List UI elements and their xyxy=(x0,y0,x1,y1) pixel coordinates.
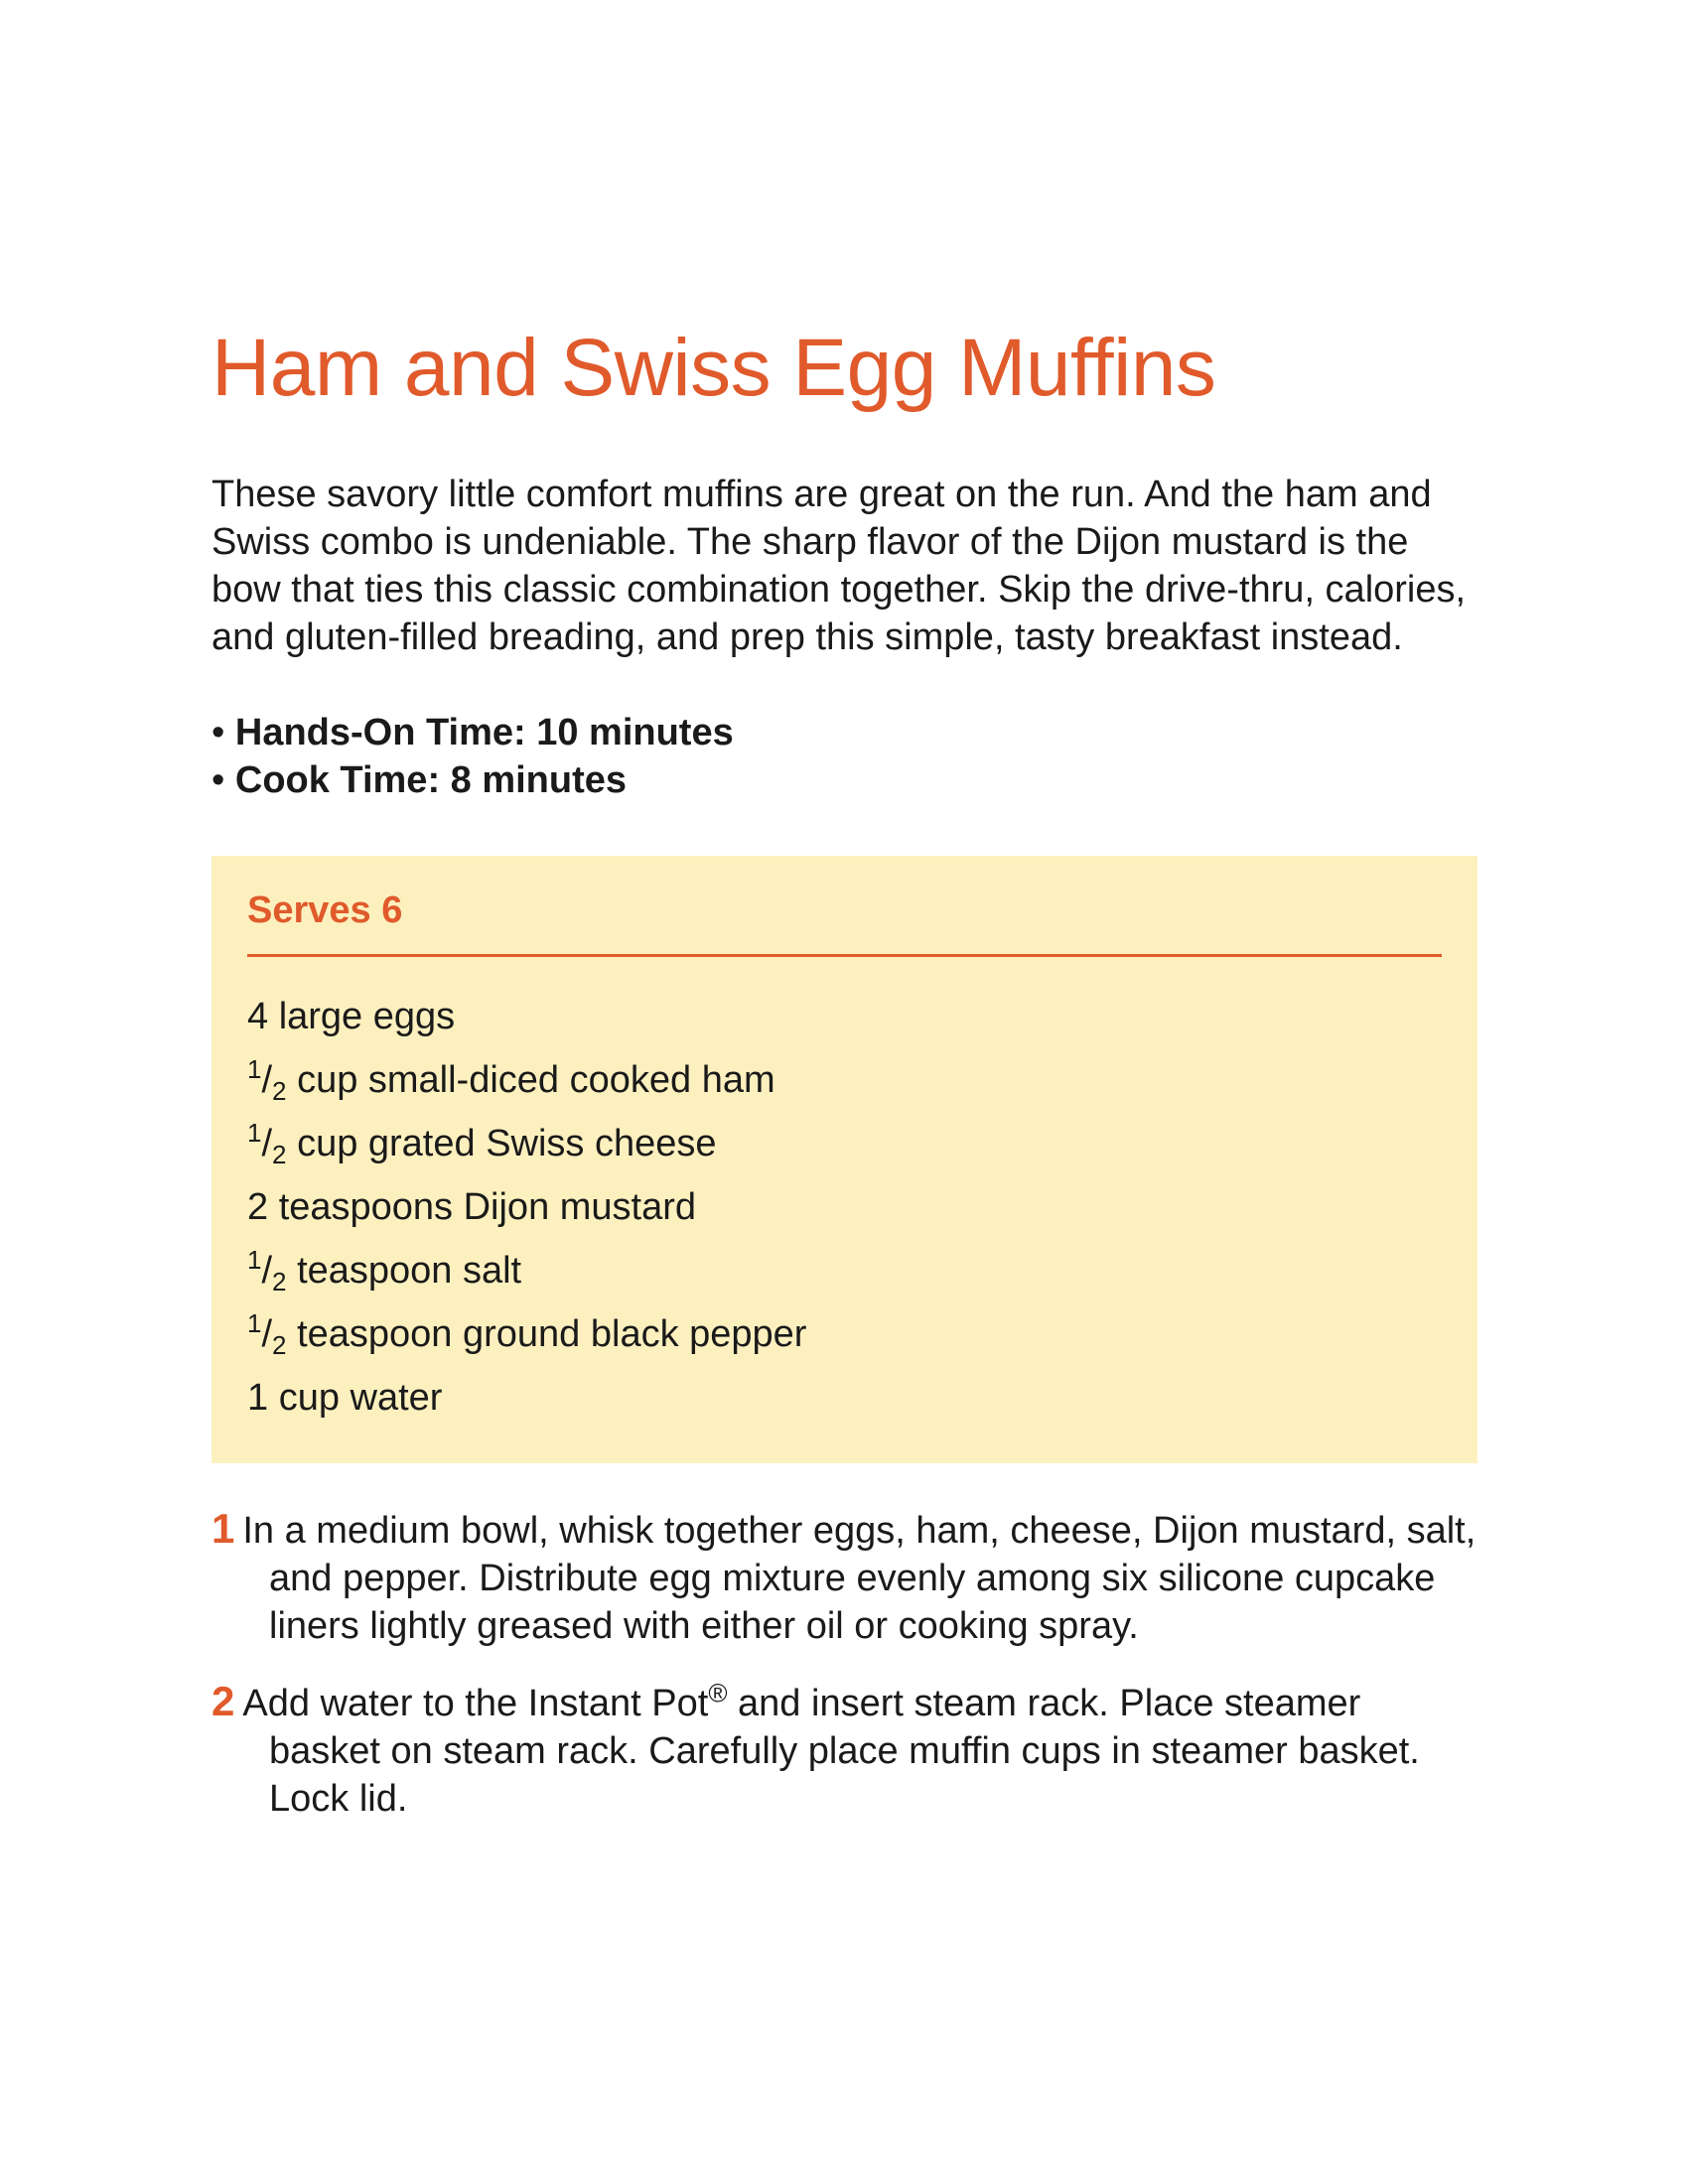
ingredient-fraction: $^1/_2$ xyxy=(247,1054,287,1106)
recipe-title: Ham and Swiss Egg Muffins xyxy=(211,323,1216,413)
fraction-numerator: 1 xyxy=(247,1245,262,1275)
fraction-numerator: 1 xyxy=(247,1054,262,1084)
step-text: In a medium bowl, whisk together eggs, ham, cheese, Dijon mustard, salt, and pepper. Distribute egg mixture evenly among six silicone cupcake liners lightly greased with either oil or cooking spray. xyxy=(242,1510,1477,1647)
ingredient-item xyxy=(247,995,1442,1038)
ingredient-item xyxy=(247,1376,1442,1420)
step-list xyxy=(211,1505,1477,1823)
ingredient-fraction: $^1/_2$ xyxy=(247,1245,287,1297)
ingredient-item xyxy=(247,1185,1442,1229)
fraction-denominator: 2 xyxy=(272,1076,287,1106)
ingredient-text: 1 cup water xyxy=(247,1377,443,1419)
recipe-page xyxy=(211,323,1477,1850)
ingredient-text: 4 large eggs xyxy=(247,996,456,1037)
ingredient-fraction: $^1/_2$ xyxy=(247,1118,287,1169)
step-text: Add water to the Instant Pot xyxy=(242,1683,709,1724)
ingredient-item xyxy=(247,1245,1442,1297)
ingredient-item xyxy=(247,1054,1442,1106)
step-item xyxy=(211,1678,1477,1823)
cook-time: • Cook Time: 8 minutes xyxy=(211,756,1477,804)
fraction-numerator: 1 xyxy=(247,1308,262,1338)
serves-heading: Serves 6 xyxy=(247,889,1442,957)
step-number: 2 xyxy=(211,1678,235,1724)
fraction-denominator: 2 xyxy=(272,1267,287,1297)
step-item xyxy=(211,1505,1477,1650)
ingredient-text: 2 teaspoons Dijon mustard xyxy=(247,1186,697,1228)
ingredient-text: cup small-diced cooked ham xyxy=(297,1059,775,1101)
step-number: 1 xyxy=(211,1505,235,1552)
recipe-intro: These savory little comfort muffins are great on the run. And the ham and Swiss combo is undeniable. The sharp flavor of the Dijon mustard is the bow that ties this classic combination together. Skip the drive-thru, calories, and gluten-filled breading, and prep this simple, tasty breakfast instead. xyxy=(211,474,1467,658)
ingredient-text: cup grated Swiss cheese xyxy=(297,1123,717,1164)
ingredient-item xyxy=(247,1118,1442,1169)
step-text-continued: and insert steam rack. Place steamer basket on steam rack. Carefully place muffin cups in steamer basket. Lock lid. xyxy=(269,1683,1420,1820)
ingredient-fraction: $^1/_2$ xyxy=(247,1308,287,1360)
fraction-denominator: 2 xyxy=(272,1330,287,1360)
ingredient-text: teaspoon ground black pepper xyxy=(297,1313,807,1355)
hands-on-time: • Hands-On Time: 10 minutes xyxy=(211,709,1477,756)
ingredient-item xyxy=(247,1308,1442,1360)
time-list xyxy=(211,709,1477,804)
registered-mark: ® xyxy=(708,1678,728,1708)
ingredient-text: teaspoon salt xyxy=(297,1250,522,1292)
fraction-numerator: 1 xyxy=(247,1118,262,1148)
ingredient-list xyxy=(247,995,1442,1420)
fraction-denominator: 2 xyxy=(272,1140,287,1169)
ingredients-box xyxy=(211,856,1477,1463)
